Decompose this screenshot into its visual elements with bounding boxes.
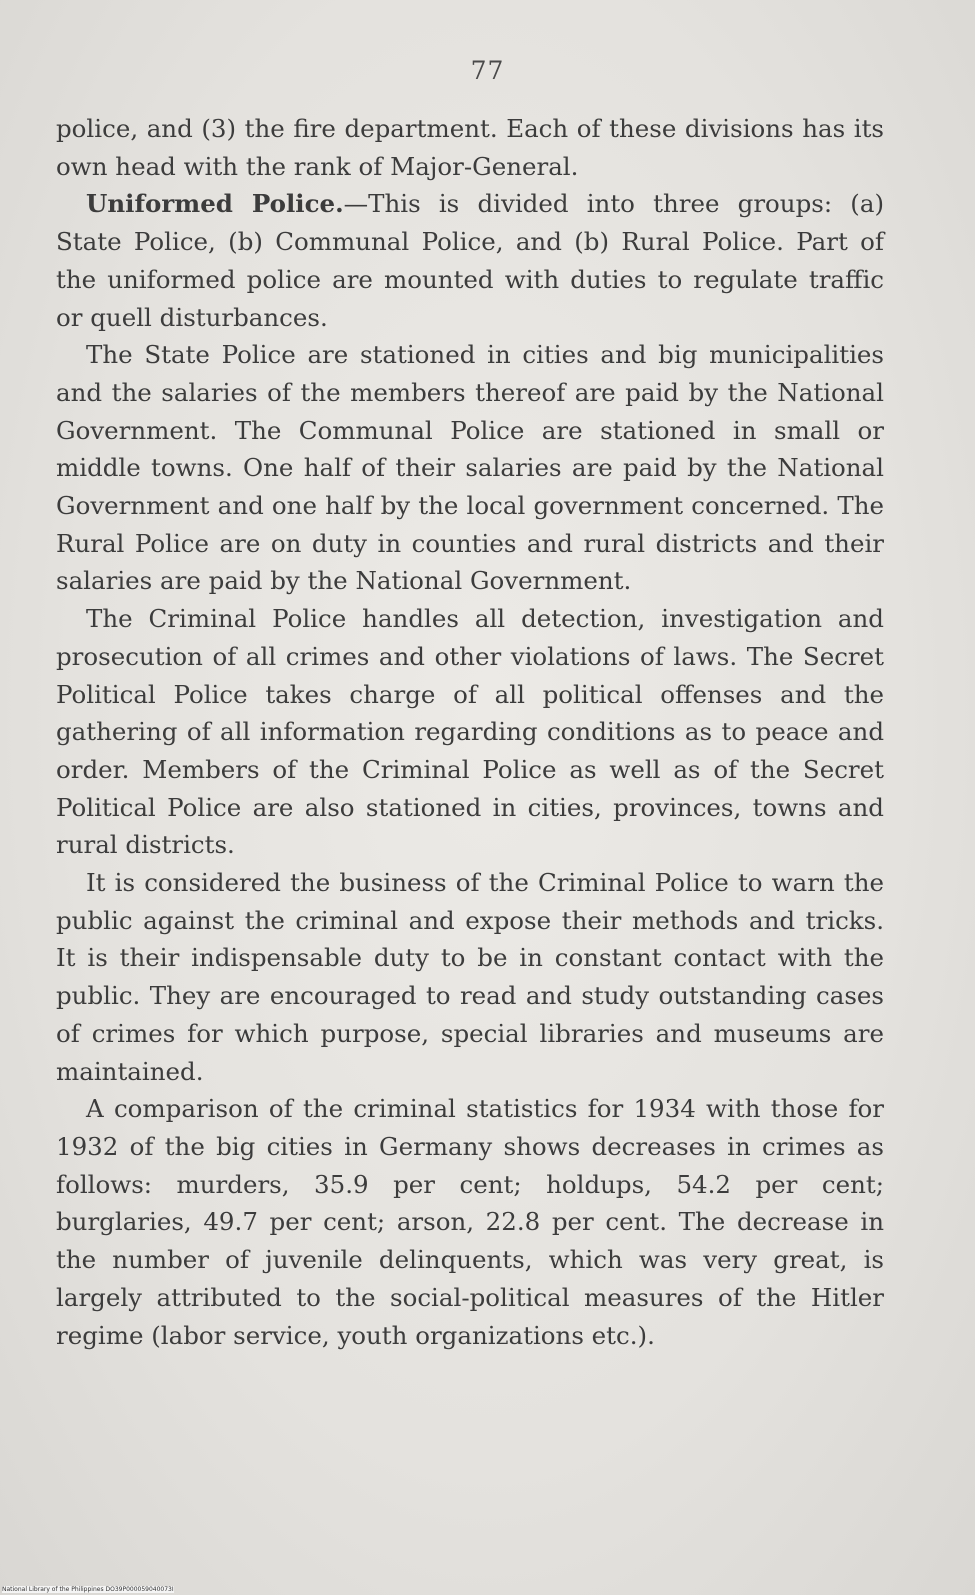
paragraph-5 bbox=[56, 864, 884, 1090]
paragraph-1-text: police, and (3) the fire department. Each of these divisions has its own head with the rank of Major-General. bbox=[56, 114, 884, 181]
paragraph-4 bbox=[56, 600, 884, 864]
paragraph-3 bbox=[56, 336, 884, 600]
paragraph-6 bbox=[56, 1090, 884, 1354]
library-credit: National Library of the Philippines DO39P000059040073I bbox=[2, 1586, 174, 1593]
paragraph-2 bbox=[56, 185, 884, 336]
paragraph-2-text: —This is divided into three groups: (a) State Police, (b) Communal Police, and (b) Rural Police. Part of the uniformed police are mounted with duties to regulate traffic or quell disturbances. bbox=[56, 189, 885, 332]
paragraph-3-text: The State Police are stationed in cities and big municipalities and the salaries of the members thereof are paid by the National Government. The Communal Police are stationed in small or middle towns. One half of their salaries are paid by the National Government and one half by the local government concerned. The Rural Police are on duty in counties and rural districts and their salaries are paid by the National Government. bbox=[56, 340, 884, 596]
paragraph-5-text: It is considered the business of the Criminal Police to warn the public against the criminal and expose their methods and tricks. It is their indispensable duty to be in constant contact with the public. They are encouraged to read and study outstanding cases of crimes for which purpose, special libraries and museums are maintained. bbox=[56, 868, 884, 1086]
paragraph-4-text: The Criminal Police handles all detection, investigation and prosecution of all crimes and other violations of laws. The Secret Political Police takes charge of all political offenses and the gathering of all information regarding conditions as to peace and order. Members of the Criminal Police as well as of the Secret Political Police are also stationed in cities, provinces, towns and rural districts. bbox=[56, 604, 884, 860]
paragraph-6-text: A comparison of the criminal statistics for 1934 with those for 1932 of the big cities in Germany shows decreases in crimes as follows: murders, 35.9 per cent; holdups, 54.2 per cent; burglaries, 49.7 per cent; arson, 22.8 per cent. The decrease in the number of juvenile delinquents, which was very great, is largely attributed to the social-political measures of the Hitler regime (labor service, youth organizations etc.). bbox=[56, 1094, 884, 1350]
page-number: 77 bbox=[470, 56, 505, 85]
body-text bbox=[56, 110, 884, 1354]
section-heading-uniformed-police: Uniformed Police. bbox=[86, 189, 344, 219]
paragraph-1 bbox=[56, 110, 884, 185]
